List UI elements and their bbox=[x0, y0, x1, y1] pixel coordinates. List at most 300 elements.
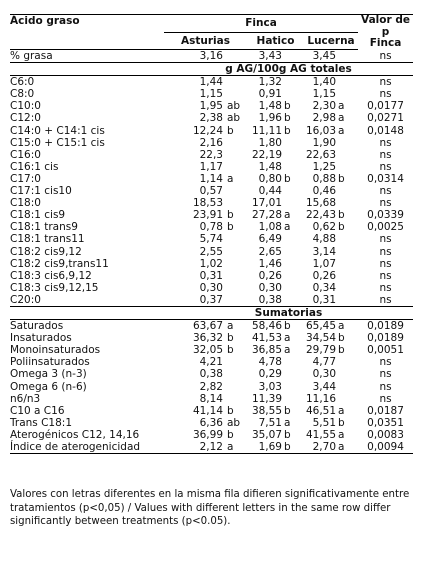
table-row bbox=[10, 258, 413, 270]
cell-lucerna-letter: b bbox=[338, 172, 345, 185]
table-row bbox=[10, 356, 413, 368]
table-row bbox=[10, 344, 413, 356]
cell-lucerna-value: 3,44 bbox=[312, 380, 337, 393]
header-blank bbox=[10, 32, 164, 50]
cell-pvalue: ns bbox=[379, 281, 392, 294]
cell-asturias-value: 1,15 bbox=[199, 88, 223, 101]
cell-hatico bbox=[247, 356, 304, 368]
header-pvalue-line2: p bbox=[381, 25, 390, 38]
cell-pvalue: ns bbox=[379, 380, 392, 393]
table-row bbox=[10, 88, 413, 100]
cell-asturias-value: 4,21 bbox=[199, 356, 223, 369]
cell-hatico-value: 11,11 bbox=[251, 124, 282, 137]
cell-lucerna bbox=[304, 294, 358, 307]
cell-asturias-letter: a bbox=[227, 172, 234, 185]
cell-lucerna bbox=[304, 221, 358, 233]
cell-hatico-value: 38,55 bbox=[251, 404, 282, 417]
row-label: C20:0 bbox=[10, 293, 41, 306]
cell-asturias-value: 1,44 bbox=[199, 76, 223, 89]
cell-lucerna-value: 0,30 bbox=[312, 368, 337, 381]
cell-pvalue: ns bbox=[379, 257, 392, 270]
cell-pvalue: ns bbox=[379, 368, 392, 381]
cell-asturias-letter: ab bbox=[227, 416, 241, 429]
cell-asturias bbox=[164, 393, 247, 405]
table-row bbox=[10, 282, 413, 294]
cell-asturias bbox=[164, 233, 247, 245]
cell-lucerna bbox=[304, 100, 358, 112]
cell-hatico bbox=[247, 381, 304, 393]
cell-pvalue: ns bbox=[379, 392, 392, 405]
cell-asturias-value: 1,14 bbox=[199, 172, 223, 185]
cell-hatico-value: 0,30 bbox=[258, 281, 282, 294]
cell-lucerna-value: 1,07 bbox=[312, 257, 337, 270]
cell-lucerna-value: 16,03 bbox=[305, 124, 337, 137]
header-farm-asturias: Asturias bbox=[164, 32, 247, 50]
cell-hatico bbox=[247, 294, 304, 307]
cell-lucerna bbox=[304, 88, 358, 100]
cell-pvalue: 0,0351 bbox=[367, 416, 404, 429]
cell-lucerna-value: 41,55 bbox=[305, 428, 337, 441]
cell-hatico-value: 3,03 bbox=[258, 380, 282, 393]
cell-lucerna bbox=[304, 233, 358, 245]
table-row bbox=[10, 197, 413, 209]
cell-hatico bbox=[247, 197, 304, 209]
cell-pvalue: ns bbox=[379, 197, 392, 210]
header-pvalue-line3: Finca bbox=[369, 37, 402, 49]
cell-lucerna-value: 0,46 bbox=[312, 185, 337, 198]
cell-hatico-value: 27,28 bbox=[251, 209, 282, 222]
row-label: C6:0 bbox=[10, 76, 35, 89]
row-label: C18:3 cis9,12,15 bbox=[10, 281, 99, 294]
table-row bbox=[10, 209, 413, 221]
cell-lucerna-value: 65,45 bbox=[305, 320, 337, 333]
units-row bbox=[10, 63, 413, 76]
row-label: Saturados bbox=[10, 320, 64, 333]
cell-pvalue: 0,0148 bbox=[367, 124, 404, 137]
cell-hatico bbox=[247, 88, 304, 100]
cell-lucerna-value: 1,15 bbox=[312, 88, 337, 101]
cell-hatico bbox=[247, 417, 304, 429]
cell-hatico-value: 2,65 bbox=[258, 245, 282, 258]
header-pvalue bbox=[358, 15, 413, 50]
cell-pvalue: 0,0025 bbox=[367, 221, 404, 234]
table-row bbox=[10, 381, 413, 393]
row-label: C18:1 trans9 bbox=[10, 221, 78, 234]
row-label: Índice de aterogenicidad bbox=[10, 441, 164, 454]
cell-hatico bbox=[247, 405, 304, 417]
cell-asturias bbox=[164, 88, 247, 100]
cell-hatico bbox=[247, 100, 304, 112]
cell-lucerna-value: 22,63 bbox=[305, 148, 337, 161]
cell-asturias bbox=[164, 246, 247, 258]
cell-hatico-letter: a bbox=[284, 332, 291, 345]
cell-lucerna bbox=[304, 161, 358, 173]
cell-hatico-value: 7,51 bbox=[258, 416, 282, 429]
cell-hatico-value: 1,32 bbox=[258, 76, 282, 89]
cell-lucerna bbox=[304, 417, 358, 429]
cell-asturias-value: 12,24 bbox=[192, 124, 223, 137]
cell-asturias-value: 63,67 bbox=[192, 320, 223, 333]
cell-hatico-letter: b bbox=[284, 112, 291, 125]
row-label: C18:3 cis6,9,12 bbox=[10, 269, 92, 282]
cell-asturias-value: 2,38 bbox=[199, 112, 223, 125]
cell-asturias-value: 32,05 bbox=[192, 344, 223, 357]
cell-lucerna bbox=[304, 429, 358, 441]
cell-pvalue: 0,0094 bbox=[358, 441, 413, 454]
table-row bbox=[10, 441, 413, 454]
cell-hatico-value: 11,39 bbox=[251, 392, 282, 405]
cell-hatico-letter: a bbox=[284, 209, 291, 222]
row-label: C17:1 cis10 bbox=[10, 185, 72, 198]
cell-asturias bbox=[164, 441, 247, 454]
cell-lucerna bbox=[304, 441, 358, 454]
cell-hatico-letter: b bbox=[284, 428, 291, 441]
cell-lucerna-letter: b bbox=[338, 209, 345, 222]
cell-pvalue: ns bbox=[379, 233, 392, 246]
cell-hatico-value: 0,44 bbox=[258, 185, 282, 198]
cell-hatico-letter: a bbox=[284, 344, 291, 357]
cell-hatico bbox=[247, 368, 304, 380]
cell-asturias-value: 1,02 bbox=[199, 257, 223, 270]
cell-lucerna bbox=[304, 246, 358, 258]
table-body bbox=[10, 50, 413, 454]
cell-pvalue: 0,0339 bbox=[367, 209, 404, 222]
cell-asturias-value: 2,16 bbox=[199, 136, 223, 149]
cell-hatico-value: 0,80 bbox=[258, 172, 282, 185]
row-label: C14:0 + C14:1 cis bbox=[10, 124, 105, 137]
header-farm-lucerna: Lucerna bbox=[304, 32, 358, 50]
cell-lucerna-value: 1,25 bbox=[312, 160, 337, 173]
cell-lucerna-value: 4,77 bbox=[312, 356, 337, 369]
units-row-blank bbox=[10, 63, 164, 76]
cell-lucerna bbox=[304, 368, 358, 380]
fat-row bbox=[10, 50, 413, 63]
table-row bbox=[10, 393, 413, 405]
cell-lucerna-letter: a bbox=[338, 441, 345, 453]
cell-pvalue: 0,0189 bbox=[367, 332, 404, 345]
cell-hatico-value: 6,49 bbox=[258, 233, 282, 246]
footnote: Valores con letras diferentes en la misma fila difieren significativamente entre tratamientos (p<0,05) / Values with different letters in the same row differ significantly between treatments (p<0.05). bbox=[10, 489, 410, 527]
sums-title: Sumatorias bbox=[164, 306, 413, 319]
cell-lucerna bbox=[304, 356, 358, 368]
cell-lucerna-value: 29,79 bbox=[305, 344, 337, 357]
sums-section-blank bbox=[10, 306, 164, 319]
header-fatty-acid: Ácido graso bbox=[10, 15, 164, 33]
cell-asturias-letter: b bbox=[227, 404, 234, 417]
fat-row-label: % grasa bbox=[10, 50, 164, 63]
table-row bbox=[10, 185, 413, 197]
cell-asturias-value: 36,99 bbox=[192, 428, 223, 441]
cell-asturias-value: 18,53 bbox=[192, 197, 223, 210]
cell-lucerna-value: 0,88 bbox=[312, 172, 337, 185]
cell-hatico-value: 1,80 bbox=[258, 136, 282, 149]
header-farm-hatico: Hatico bbox=[247, 32, 304, 50]
cell-hatico-letter: b bbox=[284, 441, 291, 453]
cell-asturias-value: 2,55 bbox=[199, 245, 223, 258]
cell-hatico-value: 4,78 bbox=[258, 356, 282, 369]
cell-lucerna-value: 0,34 bbox=[312, 281, 337, 294]
cell-hatico-value: 22,19 bbox=[251, 148, 282, 161]
table-row bbox=[10, 125, 413, 137]
cell-asturias-value: 0,38 bbox=[199, 368, 223, 381]
cell-pvalue: ns bbox=[379, 185, 392, 198]
cell-asturias-value: 0,57 bbox=[199, 185, 223, 198]
cell-asturias-value: 0,78 bbox=[199, 221, 223, 234]
table-row bbox=[10, 405, 413, 417]
cell-hatico-letter: a bbox=[284, 221, 291, 234]
cell-pvalue: ns bbox=[379, 88, 392, 101]
row-label: C18:1 cis9 bbox=[10, 209, 66, 222]
cell-pvalue: ns bbox=[379, 356, 392, 369]
cell-asturias bbox=[164, 405, 247, 417]
cell-hatico bbox=[247, 258, 304, 270]
cell-asturias-letter: a bbox=[227, 320, 234, 333]
cell-pvalue: ns bbox=[379, 245, 392, 258]
cell-lucerna bbox=[304, 173, 358, 185]
cell-pvalue: ns bbox=[379, 76, 392, 89]
cell-pvalue: 0,0177 bbox=[367, 100, 404, 113]
row-label: C18:2 cis9,12 bbox=[10, 245, 82, 258]
table-row bbox=[10, 137, 413, 149]
cell-pvalue: 0,0051 bbox=[367, 344, 404, 357]
cell-lucerna bbox=[304, 393, 358, 405]
cell-hatico bbox=[247, 441, 304, 454]
cell-asturias-value: 1,95 bbox=[199, 100, 223, 113]
table-row bbox=[10, 320, 413, 333]
cell-lucerna bbox=[304, 137, 358, 149]
cell-lucerna-value: 5,51 bbox=[312, 416, 337, 429]
cell-hatico bbox=[247, 125, 304, 137]
cell-hatico-value: 1,69 bbox=[258, 441, 282, 453]
cell-hatico-letter: a bbox=[284, 416, 291, 429]
cell-lucerna-value: 0,62 bbox=[312, 221, 337, 234]
cell-hatico-value: 0,38 bbox=[258, 293, 282, 306]
cell-lucerna-value: 11,16 bbox=[305, 392, 337, 405]
row-label: Trans C18:1 bbox=[10, 416, 72, 429]
fat-asturias bbox=[164, 50, 247, 63]
table-row bbox=[10, 161, 413, 173]
cell-hatico bbox=[247, 137, 304, 149]
cell-lucerna-letter: a bbox=[338, 320, 345, 333]
cell-lucerna-letter: b bbox=[338, 332, 345, 345]
cell-hatico-letter: b bbox=[284, 124, 291, 137]
cell-lucerna bbox=[304, 149, 358, 161]
cell-asturias-value: 36,32 bbox=[192, 332, 223, 345]
cell-hatico-value: 0,91 bbox=[258, 88, 282, 101]
cell-lucerna-value: 3,14 bbox=[312, 245, 337, 258]
cell-hatico bbox=[247, 209, 304, 221]
cell-lucerna bbox=[304, 197, 358, 209]
cell-hatico bbox=[247, 320, 304, 333]
cell-asturias bbox=[164, 209, 247, 221]
cell-asturias-value: 0,30 bbox=[199, 281, 223, 294]
cell-pvalue: 0,0189 bbox=[367, 320, 404, 333]
cell-asturias bbox=[164, 76, 247, 89]
cell-lucerna-value: 0,31 bbox=[312, 293, 337, 306]
cell-hatico bbox=[247, 270, 304, 282]
cell-lucerna bbox=[304, 320, 358, 333]
cell-asturias bbox=[164, 270, 247, 282]
cell-asturias-value: 5,74 bbox=[199, 233, 223, 246]
cell-asturias bbox=[164, 381, 247, 393]
row-label: C10:0 bbox=[10, 100, 41, 113]
cell-asturias bbox=[164, 112, 247, 124]
cell-hatico-value: 36,85 bbox=[251, 344, 282, 357]
cell-lucerna-value: 2,98 bbox=[312, 112, 337, 125]
cell-lucerna-value: 22,43 bbox=[305, 209, 337, 222]
row-label: C10 a C16 bbox=[10, 404, 65, 417]
cell-lucerna-letter: a bbox=[338, 112, 345, 125]
cell-hatico-value: 58,46 bbox=[251, 320, 282, 333]
cell-asturias-value: 41,14 bbox=[192, 404, 223, 417]
cell-asturias bbox=[164, 294, 247, 307]
cell-hatico bbox=[247, 393, 304, 405]
table-row bbox=[10, 112, 413, 124]
cell-asturias bbox=[164, 429, 247, 441]
cell-hatico-value: 1,08 bbox=[258, 221, 282, 234]
cell-lucerna-value: 34,54 bbox=[305, 332, 337, 345]
cell-asturias bbox=[164, 344, 247, 356]
cell-asturias bbox=[164, 332, 247, 344]
cell-pvalue: 0,0271 bbox=[367, 112, 404, 125]
row-label: C16:1 cis bbox=[10, 160, 59, 173]
table-row bbox=[10, 246, 413, 258]
fat-lucerna bbox=[304, 50, 358, 63]
cell-lucerna-value: 46,51 bbox=[305, 404, 337, 417]
table-row bbox=[10, 368, 413, 380]
cell-lucerna-value: 1,90 bbox=[312, 136, 337, 149]
cell-asturias bbox=[164, 137, 247, 149]
table-row bbox=[10, 233, 413, 245]
row-label: C18:0 bbox=[10, 197, 41, 210]
cell-hatico bbox=[247, 161, 304, 173]
cell-pvalue: 0,0083 bbox=[367, 428, 404, 441]
cell-asturias-letter: ab bbox=[227, 112, 241, 125]
cell-asturias-letter: b bbox=[227, 332, 234, 345]
cell-asturias bbox=[164, 368, 247, 380]
row-label: Omega 3 (n-3) bbox=[10, 368, 87, 381]
cell-asturias-letter: ab bbox=[227, 100, 241, 113]
cell-hatico bbox=[247, 332, 304, 344]
fatty-acid-table-container bbox=[10, 14, 413, 454]
cell-asturias-value: 8,14 bbox=[199, 392, 223, 405]
table-row bbox=[10, 173, 413, 185]
cell-asturias-letter: b bbox=[227, 124, 234, 137]
cell-lucerna bbox=[304, 209, 358, 221]
row-label: C16:0 bbox=[10, 148, 41, 161]
table-row bbox=[10, 100, 413, 112]
cell-lucerna-letter: a bbox=[338, 124, 345, 137]
row-label: C15:0 + C15:1 cis bbox=[10, 136, 105, 149]
cell-asturias-value: 2,82 bbox=[199, 380, 223, 393]
cell-asturias-letter: b bbox=[227, 344, 234, 357]
fat-lucerna-value: 3,45 bbox=[312, 50, 337, 62]
cell-pvalue: ns bbox=[379, 136, 392, 149]
cell-hatico-value: 41,53 bbox=[251, 332, 282, 345]
row-label: n6/n3 bbox=[10, 392, 41, 405]
cell-asturias bbox=[164, 173, 247, 185]
cell-lucerna bbox=[304, 185, 358, 197]
cell-lucerna bbox=[304, 381, 358, 393]
fat-pvalue: ns bbox=[358, 50, 413, 63]
cell-lucerna bbox=[304, 405, 358, 417]
cell-asturias-value: 0,31 bbox=[199, 269, 223, 282]
cell-lucerna bbox=[304, 344, 358, 356]
cell-pvalue: ns bbox=[379, 160, 392, 173]
cell-asturias bbox=[164, 282, 247, 294]
cell-lucerna-value: 2,70 bbox=[312, 441, 337, 453]
cell-asturias-value: 6,36 bbox=[199, 416, 223, 429]
cell-lucerna-letter: b bbox=[338, 344, 345, 357]
cell-hatico bbox=[247, 429, 304, 441]
cell-pvalue: ns bbox=[379, 148, 392, 161]
cell-lucerna bbox=[304, 258, 358, 270]
fatty-acid-table bbox=[10, 14, 413, 454]
cell-lucerna-value: 0,26 bbox=[312, 269, 337, 282]
table-row bbox=[10, 429, 413, 441]
cell-asturias-value: 1,17 bbox=[199, 160, 223, 173]
cell-hatico bbox=[247, 149, 304, 161]
cell-hatico bbox=[247, 221, 304, 233]
table-row bbox=[10, 76, 413, 89]
cell-asturias-letter: b bbox=[227, 221, 234, 234]
cell-lucerna-value: 4,88 bbox=[312, 233, 337, 246]
cell-hatico bbox=[247, 282, 304, 294]
cell-hatico-value: 1,48 bbox=[258, 100, 282, 113]
cell-asturias-letter: b bbox=[227, 209, 234, 222]
cell-asturias bbox=[164, 221, 247, 233]
cell-lucerna bbox=[304, 76, 358, 89]
cell-asturias-value: 0,37 bbox=[199, 293, 223, 306]
cell-asturias-value: 2,12 bbox=[199, 441, 223, 453]
cell-hatico-letter: b bbox=[284, 320, 291, 333]
cell-hatico bbox=[247, 246, 304, 258]
cell-asturias bbox=[164, 149, 247, 161]
cell-lucerna bbox=[304, 112, 358, 124]
cell-asturias bbox=[164, 258, 247, 270]
cell-hatico bbox=[247, 173, 304, 185]
cell-hatico bbox=[247, 233, 304, 245]
cell-asturias bbox=[164, 100, 247, 112]
row-label: Omega 6 (n-6) bbox=[10, 380, 87, 393]
cell-hatico-letter: b bbox=[284, 404, 291, 417]
cell-asturias bbox=[164, 185, 247, 197]
cell-lucerna-letter: b bbox=[338, 416, 345, 429]
table-row bbox=[10, 221, 413, 233]
cell-asturias bbox=[164, 161, 247, 173]
sums-section-row bbox=[10, 306, 413, 319]
row-label: C18:2 cis9,trans11 bbox=[10, 257, 109, 270]
cell-asturias bbox=[164, 320, 247, 333]
cell-asturias bbox=[164, 417, 247, 429]
row-label: Insaturados bbox=[10, 332, 72, 345]
row-label: Aterogénicos C12, 14,16 bbox=[10, 428, 140, 441]
cell-pvalue: 0,0314 bbox=[367, 172, 404, 185]
cell-hatico-letter: b bbox=[284, 100, 291, 113]
header-farm: Finca bbox=[164, 15, 358, 33]
row-label: C8:0 bbox=[10, 88, 35, 101]
cell-hatico-value: 1,46 bbox=[258, 257, 282, 270]
cell-hatico bbox=[247, 112, 304, 124]
table-row bbox=[10, 332, 413, 344]
units-label: g AG/100g AG totales bbox=[164, 63, 413, 76]
cell-hatico bbox=[247, 344, 304, 356]
cell-lucerna bbox=[304, 332, 358, 344]
cell-lucerna-letter: b bbox=[338, 221, 345, 234]
cell-hatico-value: 0,26 bbox=[258, 269, 282, 282]
table-row bbox=[10, 149, 413, 161]
cell-hatico-value: 0,29 bbox=[258, 368, 282, 381]
